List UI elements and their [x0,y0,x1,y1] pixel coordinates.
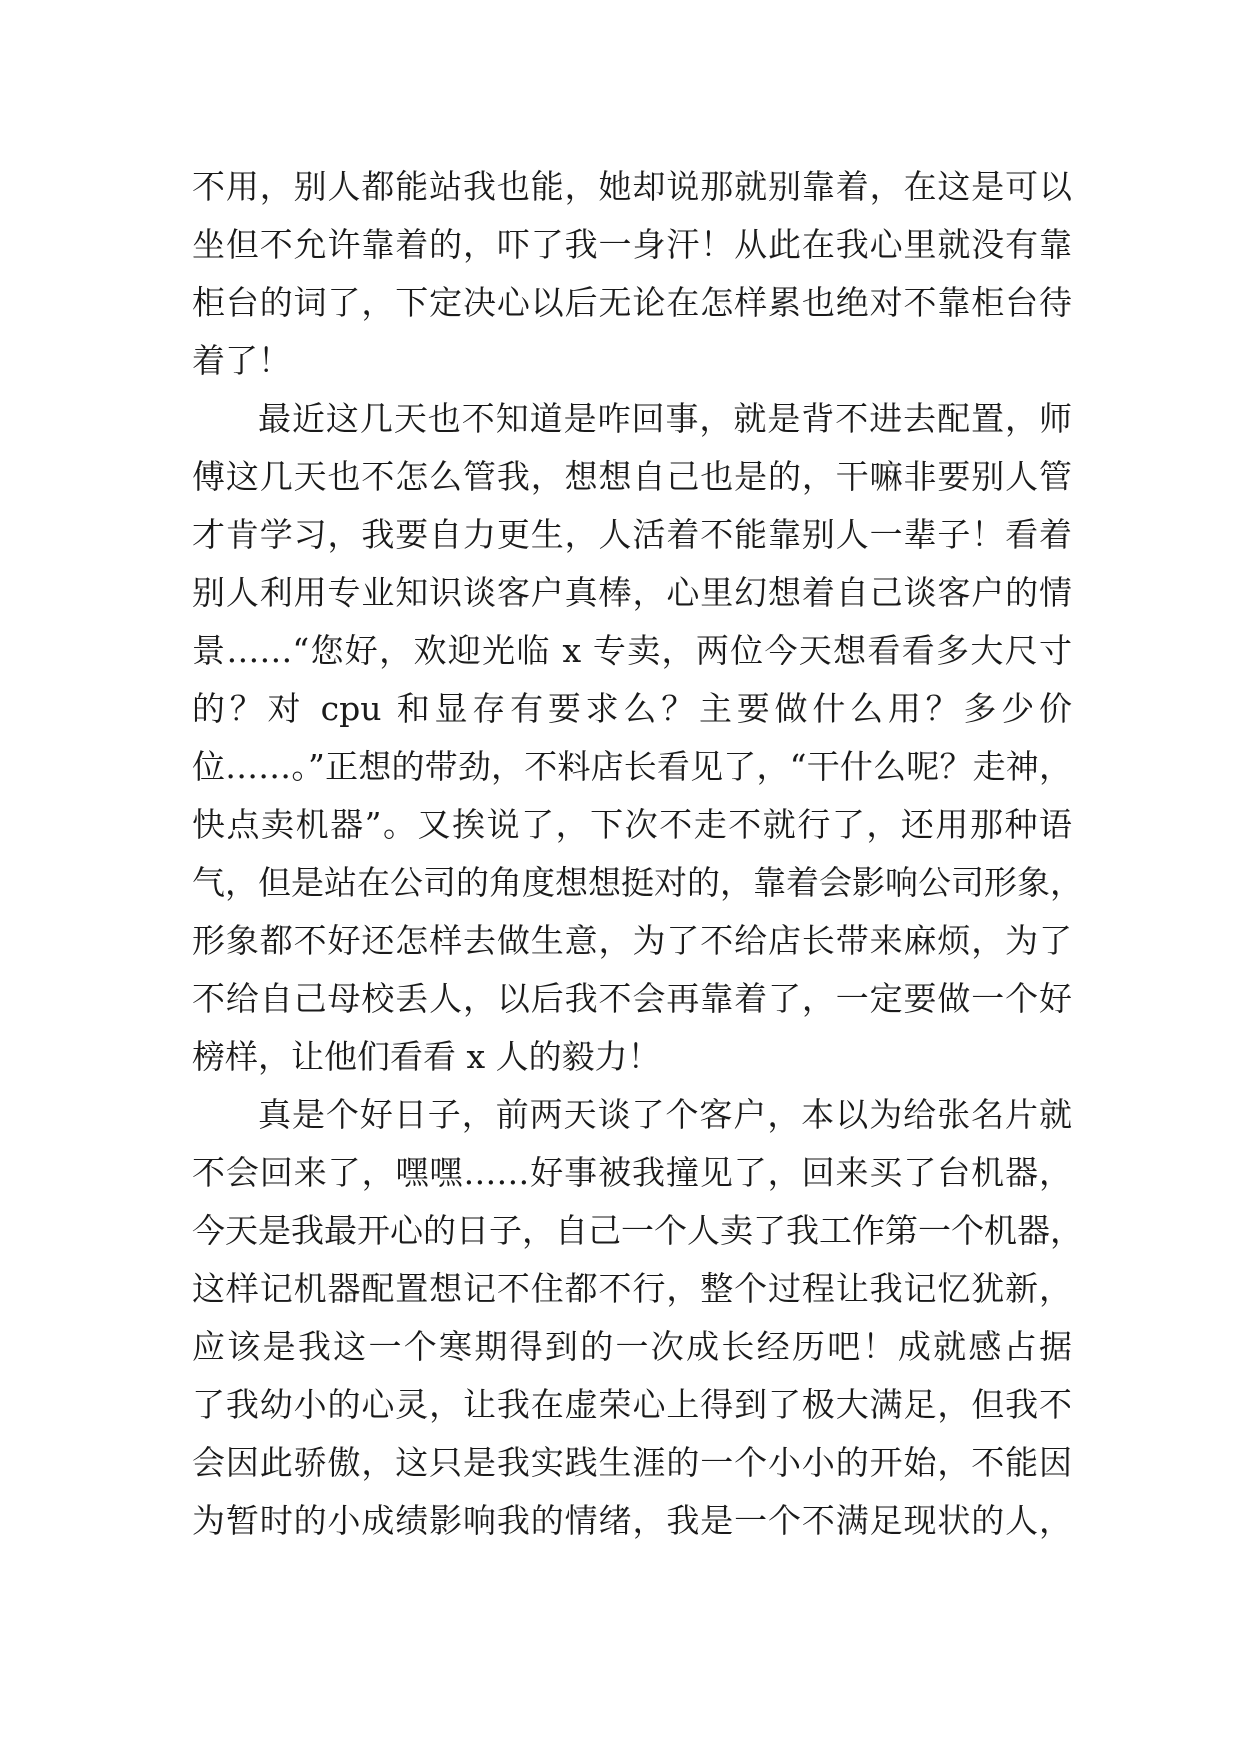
text-line: 这样记机器配置想记不住都不行，整个过程让我记忆犹新， [192,1269,1072,1308]
text-line: 傅这几天也不怎么管我，想想自己也是的，干嘛非要别人管 [192,457,1072,496]
text-line: 不用，别人都能站我也能，她却说那就别靠着，在这是可以 [192,167,1072,206]
text-line: 形象都不好还怎样去做生意，为了不给店长带来麻烦，为了 [192,921,1072,960]
text-line: 景……“您好，欢迎光临 x 专卖，两位今天想看看多大尺寸 [192,631,1072,670]
text-line: 着了！ [192,341,291,380]
text-line: 应该是我这一个寒期得到的一次成长经历吧！成就感占据 [192,1327,1072,1366]
text-line: 位……。”正想的带劲，不料店长看见了，“干什么呢？走神， [192,747,1072,786]
text-line: 不会回来了，嘿嘿……好事被我撞见了，回来买了台机器， [192,1153,1072,1192]
text-line: 柜台的词了，下定决心以后无论在怎样累也绝对不靠柜台待 [192,283,1072,322]
text-line: 快点卖机器”。又挨说了，下次不走不就行了，还用那种语 [192,805,1072,844]
text-line: 会因此骄傲，这只是我实践生涯的一个小小的开始，不能因 [192,1443,1072,1482]
paragraph-1 [192,158,1072,390]
body-text [192,158,1083,1550]
text-line: 榜样，让他们看看 x 人的毅力！ [192,1037,661,1076]
text-line: 不给自己母校丢人，以后我不会再靠着了，一定要做一个好 [192,979,1072,1018]
text-line: 最近这几天也不知道是咋回事，就是背不进去配置，师 [258,399,1072,438]
text-line: 真是个好日子，前两天谈了个客户，本以为给张名片就 [258,1095,1072,1134]
text-line: 别人利用专业知识谈客户真棒，心里幻想着自己谈客户的情 [192,573,1072,612]
text-line: 了我幼小的心灵，让我在虚荣心上得到了极大满足，但我不 [192,1385,1072,1424]
text-line: 为暂时的小成绩影响我的情绪，我是一个不满足现状的人， [192,1501,1072,1540]
text-line: 今天是我最开心的日子，自己一个人卖了我工作第一个机器， [192,1211,1083,1250]
text-line: 才肯学习，我要自力更生，人活着不能靠别人一辈子！看着 [192,515,1072,554]
text-line: 坐但不允许靠着的，吓了我一身汗！从此在我心里就没有靠 [192,225,1072,264]
paragraph-3 [192,1086,1083,1550]
text-line: 气，但是站在公司的角度想想挺对的，靠着会影响公司形象， [192,863,1083,902]
paragraph-2 [192,390,1083,1086]
text-line: 的？对 cpu 和显存有要求么？主要做什么用？多少价 [192,689,1072,728]
